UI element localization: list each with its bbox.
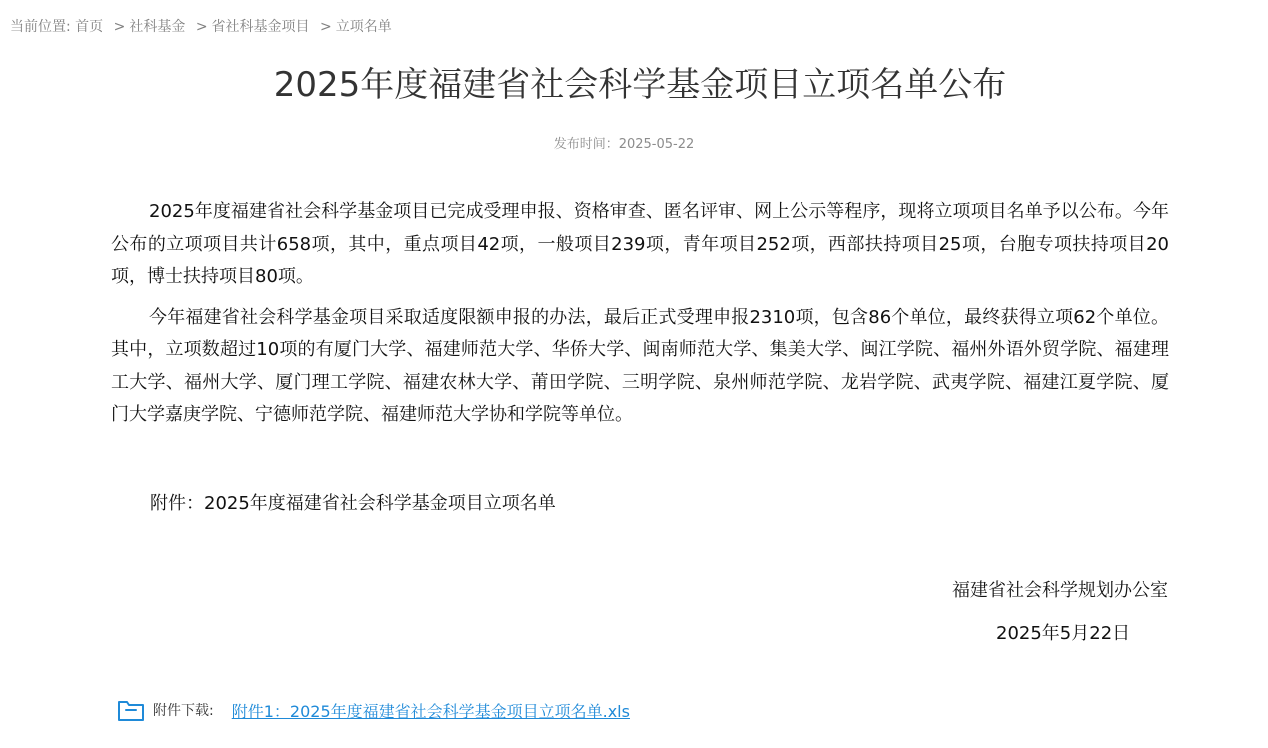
breadcrumb-separator: > [320, 19, 332, 35]
article-body [111, 196, 1169, 440]
article-paragraph: 今年福建省社会科学基金项目采取适度限额申报的办法，最后正式受理申报2310项，包含86个单位，最终获得立项62个单位。其中，立项数超过10项的有厦门大学、福建师范大学、华侨大学、闽南师范大学、集美大学、闽江学院、福州外语外贸学院、福建理工大学、福州大学、厦门理工学院、福建农林大学、莆田学院、三明学院、泉州师范学院、龙岩学院、武夷学院、福建江夏学院、厦门大学嘉庚学院、宁德师范学院、福建师范大学协和学院等单位。 [111, 306, 1169, 425]
page-title: 2025年度福建省社会科学基金项目立项名单公布 [273, 65, 1007, 105]
attachment-download-link[interactable]: 附件1：2025年度福建省社会科学基金项目立项名单.xls [231, 701, 630, 721]
breadcrumb-provincial-project-link[interactable]: 省社科基金项目 [211, 19, 310, 35]
breadcrumb-prefix: 当前位置: [10, 19, 71, 35]
attachment-download [117, 694, 630, 726]
breadcrumb-separator: > [113, 19, 126, 35]
attachment-note: 附件：2025年度福建省社会科学基金项目立项名单 [150, 493, 556, 514]
signature-date: 2025年5月22日 [996, 623, 1131, 644]
attachment-download-label: 附件下载: [153, 703, 214, 719]
article-paragraph: 2025年度福建省社会科学基金项目已完成受理申报、资格审查、匿名评审、网上公示等程序，现将立项项目名单予以公布。今年公布的立项项目共计658项，其中，重点项目42项，一般项目239项，青年项目252项，西部扶持项目25项，台胞专项扶持项目20项，博士扶持项目80项。 [111, 201, 1169, 287]
breadcrumb-home-link[interactable]: 首页 [75, 19, 104, 35]
publish-time-label: 发布时间： [553, 137, 619, 152]
breadcrumb-social-fund-link[interactable]: 社科基金 [129, 19, 186, 35]
publish-date: 2025-05-22 [618, 137, 695, 152]
publish-time [0, 136, 1248, 154]
breadcrumb [10, 17, 392, 37]
folder-icon [117, 698, 145, 722]
breadcrumb-separator: > [195, 19, 208, 35]
signature-office: 福建省社会科学规划办公室 [952, 580, 1168, 601]
breadcrumb-approved-list-link[interactable]: 立项名单 [335, 19, 392, 35]
